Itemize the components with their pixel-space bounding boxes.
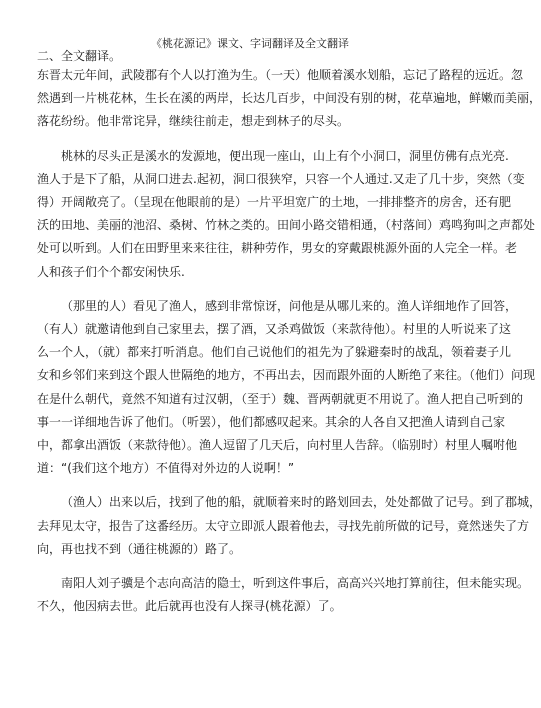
text-line: 在是什么朝代，竟然不知道有过汉朝，（至于）魏、晋两朝就更不用说了。渔人把自己听到的 (37, 391, 524, 406)
paragraph-1 (37, 64, 541, 134)
text-line: 道：“(我们这个地方）不值得对外边的人说啊！” (37, 461, 295, 476)
text-line: （渔人）出来以后，找到了他的船，就顺着来时的路划回去，处处都做了记号。到了郡城， (61, 495, 541, 510)
text-line: 南阳人刘子骥是个志向高洁的隐士，听到这件事后，高高兴兴地打算前往，但未能实现。 (61, 576, 530, 591)
paragraph-4 (37, 491, 541, 561)
translation-body (37, 64, 541, 618)
text-line: 处可以听到。人们在田野里来来往往，耕种劳作，男女的穿戴跟桃源外面的人完全一样。老 (37, 241, 518, 256)
text-line: （那里的人）看见了渔人，感到非常惊讶，问他是从哪儿来的。渔人详细地作了回答， (61, 298, 518, 313)
paragraph-spacer (37, 561, 467, 572)
section-heading: 二、全文翻译。 (37, 49, 122, 63)
text-line: 向，再也找不到（通往桃源的）路了。 (37, 541, 242, 556)
text-line: （有人）就邀请他到自己家里去，摆了酒，又杀鸡做饭（来款待他）。村里的人听说来了这 (37, 322, 512, 337)
text-line: 落花纷纷。他非常诧异，继续往前走，想走到林子的尽头。 (37, 114, 350, 129)
paragraph-spacer (37, 134, 467, 145)
document-title: 《桃花源记》课文、字词翻译及全文翻译 (151, 37, 349, 50)
text-line: 然遇到一片桃花林，生长在溪的两岸，长达几百步，中间没有别的树，花草遍地，鲜嫩而美丽， (37, 91, 541, 106)
paragraph-3 (37, 295, 536, 481)
text-line: 中，都拿出酒饭（来款待他）。渔人逗留了几天后，向村里人告辞。（临别时）村里人嘱咐他 (37, 438, 518, 453)
text-line: 么一个人，（就）都来打听消息。他们自己说他们的祖先为了躲避秦时的战乱，领着妻子儿 (37, 345, 512, 360)
text-line: 沃的田地、美丽的池沼、桑树、竹林之类的。田间小路交错相通，（村落间）鸡鸣狗叫之声都处 (37, 218, 536, 233)
text-line: 渔人于是下了船，从洞口进去.起初，洞口很狭窄，只容一个人通过.又走了几十步，突然（变 (37, 171, 525, 186)
paragraph-spacer (37, 284, 467, 295)
paragraph-5 (37, 572, 530, 618)
text-line: 桃林的尽头正是溪水的发源地，便出现一座山，山上有个小洞口，洞里仿佛有点光亮. (61, 148, 509, 163)
text-line: 人和孩子们个个都安闲快乐. (37, 264, 185, 279)
text-line: 事一一详细地告诉了他们。（听罢），他们都感叹起来。其余的人各自又把渔人请到自己家 (37, 414, 506, 429)
paragraph-spacer (37, 480, 467, 491)
text-line: 东晋太元年间，武陵郡有个人以打渔为生。（一天）他顺着溪水划船，忘记了路程的远近。忽 (37, 68, 524, 82)
text-line: 女和乡邻们来到这个跟人世隔绝的地方，不再出去，因而跟外面的人断绝了来往。（他们）问现 (37, 368, 536, 383)
text-line: 去拜见太守，报告了这番经历。太守立即派人跟着他去，寻找先前所做的记号，竟然迷失了方 (37, 518, 530, 533)
text-line: 不久，他因病去世。此后就再也没有人探寻(桃花源）了。 (37, 599, 342, 614)
paragraph-2 (37, 145, 536, 284)
text-line: 得）开阔敞亮了。（呈现在他眼前的是）一片平坦宽广的土地，一排排整齐的房舍，还有肥 (37, 195, 512, 210)
